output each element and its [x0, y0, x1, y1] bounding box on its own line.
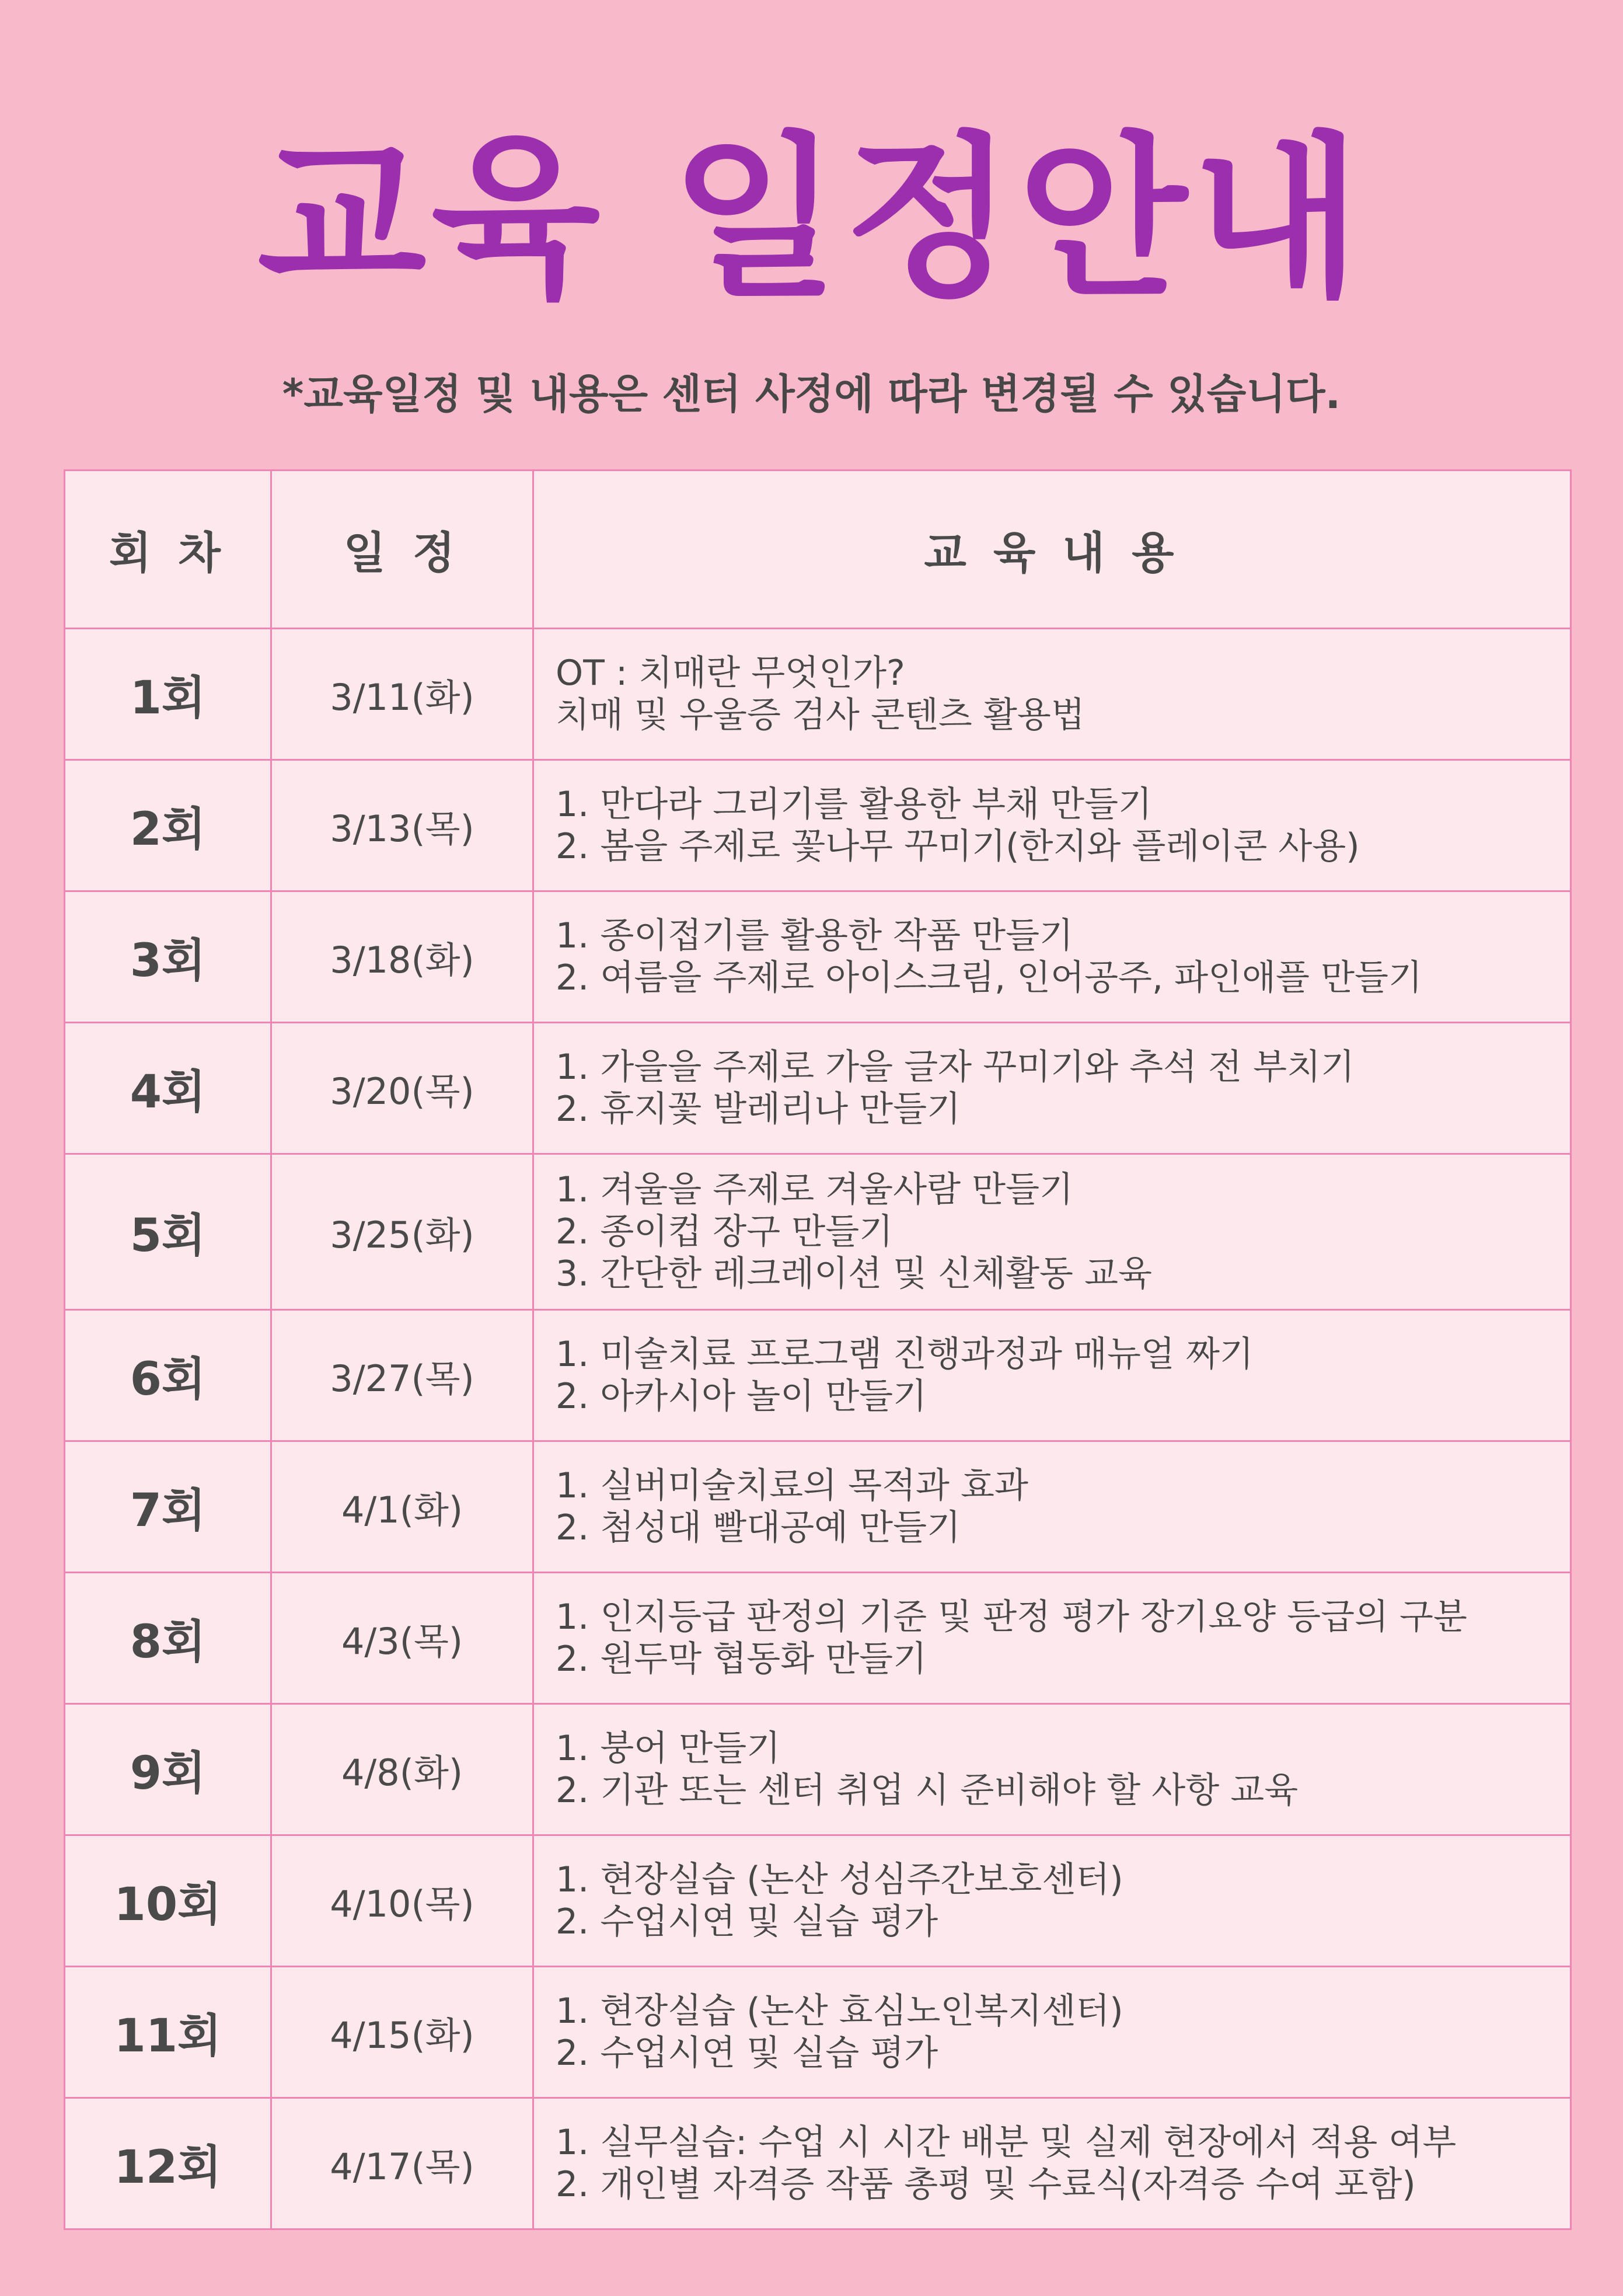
session-date: 3/20(목)	[271, 1023, 533, 1154]
session-number: 8회	[65, 1573, 271, 1704]
content-line: 2. 원두막 협동화 만들기	[556, 1639, 927, 1680]
table-row	[65, 1573, 1571, 1704]
session-content	[533, 1154, 1571, 1310]
content-line: 3. 간단한 레크레이션 및 신체활동 교육	[556, 1253, 1153, 1294]
table-header-row	[65, 471, 1571, 629]
content-line: 1. 가을을 주제로 가을 글자 꾸미기와 추석 전 부치기	[556, 1047, 1355, 1088]
content-line: 1. 실버미술치료의 목적과 효과	[556, 1465, 1028, 1506]
table-row	[65, 629, 1571, 760]
table-row	[65, 1835, 1571, 1967]
table-row	[65, 1967, 1571, 2098]
session-date: 3/18(화)	[271, 891, 533, 1023]
session-number: 1회	[65, 629, 271, 760]
schedule-notice: *교육일정 및 내용은 센터 사정에 따라 변경될 수 있습니다.	[282, 370, 1341, 418]
content-line: 2. 봄을 주제로 꽃나무 꾸미기(한지와 플레이콘 사용)	[556, 826, 1360, 867]
content-line: 1. 만다라 그리기를 활용한 부채 만들기	[556, 784, 1153, 825]
table-row	[65, 760, 1571, 891]
schedule-table	[64, 469, 1572, 2230]
session-date: 4/17(목)	[271, 2098, 533, 2229]
content-line: 2. 휴지꽃 발레리나 만들기	[556, 1089, 961, 1130]
session-date: 4/3(목)	[271, 1573, 533, 1704]
session-content	[533, 1310, 1571, 1441]
session-number: 10회	[65, 1835, 271, 1967]
session-number: 2회	[65, 760, 271, 891]
session-date: 4/1(화)	[271, 1441, 533, 1573]
content-line: 2. 개인별 자격증 작품 총평 및 수료식(자격증 수여 포함)	[556, 2164, 1416, 2205]
session-content	[533, 1441, 1571, 1573]
table-row	[65, 1023, 1571, 1154]
content-line: 2. 여름을 주제로 아이스크림, 인어공주, 파인애플 만들기	[556, 957, 1422, 998]
session-number: 5회	[65, 1154, 271, 1310]
table-row	[65, 1441, 1571, 1573]
content-line: OT : 치매란 무엇인가?	[556, 653, 905, 694]
session-date: 4/10(목)	[271, 1835, 533, 1967]
content-line: 치매 및 우울증 검사 콘텐츠 활용법	[556, 695, 1085, 736]
page-title: 교육 일정안내	[257, 117, 1366, 320]
session-date: 3/27(목)	[271, 1310, 533, 1441]
session-date: 4/15(화)	[271, 1967, 533, 2098]
session-content	[533, 1704, 1571, 1835]
content-line: 1. 인지등급 판정의 기준 및 판정 평가 장기요양 등급의 구분	[556, 1597, 1467, 1637]
session-content	[533, 2098, 1571, 2229]
header-content: 교 육 내 용	[533, 471, 1571, 629]
session-content	[533, 760, 1571, 891]
session-content	[533, 629, 1571, 760]
content-line: 2. 종이컵 장구 만들기	[556, 1211, 893, 1252]
table-row	[65, 1704, 1571, 1835]
content-line: 1. 미술치료 프로그램 진행과정과 매뉴얼 짜기	[556, 1334, 1254, 1375]
header-session: 회 차	[65, 471, 271, 629]
content-line: 2. 아카시아 놀이 만들기	[556, 1376, 927, 1417]
session-number: 6회	[65, 1310, 271, 1441]
session-number: 4회	[65, 1023, 271, 1154]
session-number: 7회	[65, 1441, 271, 1573]
session-date: 4/8(화)	[271, 1704, 533, 1835]
content-line: 2. 수업시연 및 실습 평가	[556, 2033, 938, 2074]
session-content	[533, 1835, 1571, 1967]
session-content	[533, 1023, 1571, 1154]
session-number: 11회	[65, 1967, 271, 2098]
content-line: 2. 수업시연 및 실습 평가	[556, 1901, 938, 1942]
content-line: 1. 실무실습: 수업 시 시간 배분 및 실제 현장에서 적용 여부	[556, 2122, 1457, 2163]
session-date: 3/25(화)	[271, 1154, 533, 1310]
session-date: 3/13(목)	[271, 760, 533, 891]
session-content	[533, 1967, 1571, 2098]
content-line: 1. 종이접기를 활용한 작품 만들기	[556, 915, 1074, 956]
content-line: 1. 현장실습 (논산 효심노인복지센터)	[556, 1991, 1123, 2032]
header-date: 일 정	[271, 471, 533, 629]
content-line: 2. 첨성대 빨대공예 만들기	[556, 1507, 961, 1548]
content-line: 1. 겨울을 주제로 겨울사람 만들기	[556, 1169, 1074, 1210]
table-row	[65, 2098, 1571, 2229]
session-number: 9회	[65, 1704, 271, 1835]
session-number: 3회	[65, 891, 271, 1023]
schedule-table-body	[65, 629, 1571, 2229]
session-number: 12회	[65, 2098, 271, 2229]
content-line: 1. 붕어 만들기	[556, 1728, 781, 1769]
content-line: 1. 현장실습 (논산 성심주간보호센터)	[556, 1859, 1123, 1900]
table-row	[65, 891, 1571, 1023]
session-content	[533, 1573, 1571, 1704]
session-date: 3/11(화)	[271, 629, 533, 760]
table-row	[65, 1154, 1571, 1310]
session-content	[533, 891, 1571, 1023]
table-row	[65, 1310, 1571, 1441]
content-line: 2. 기관 또는 센터 취업 시 준비해야 할 사항 교육	[556, 1770, 1299, 1811]
